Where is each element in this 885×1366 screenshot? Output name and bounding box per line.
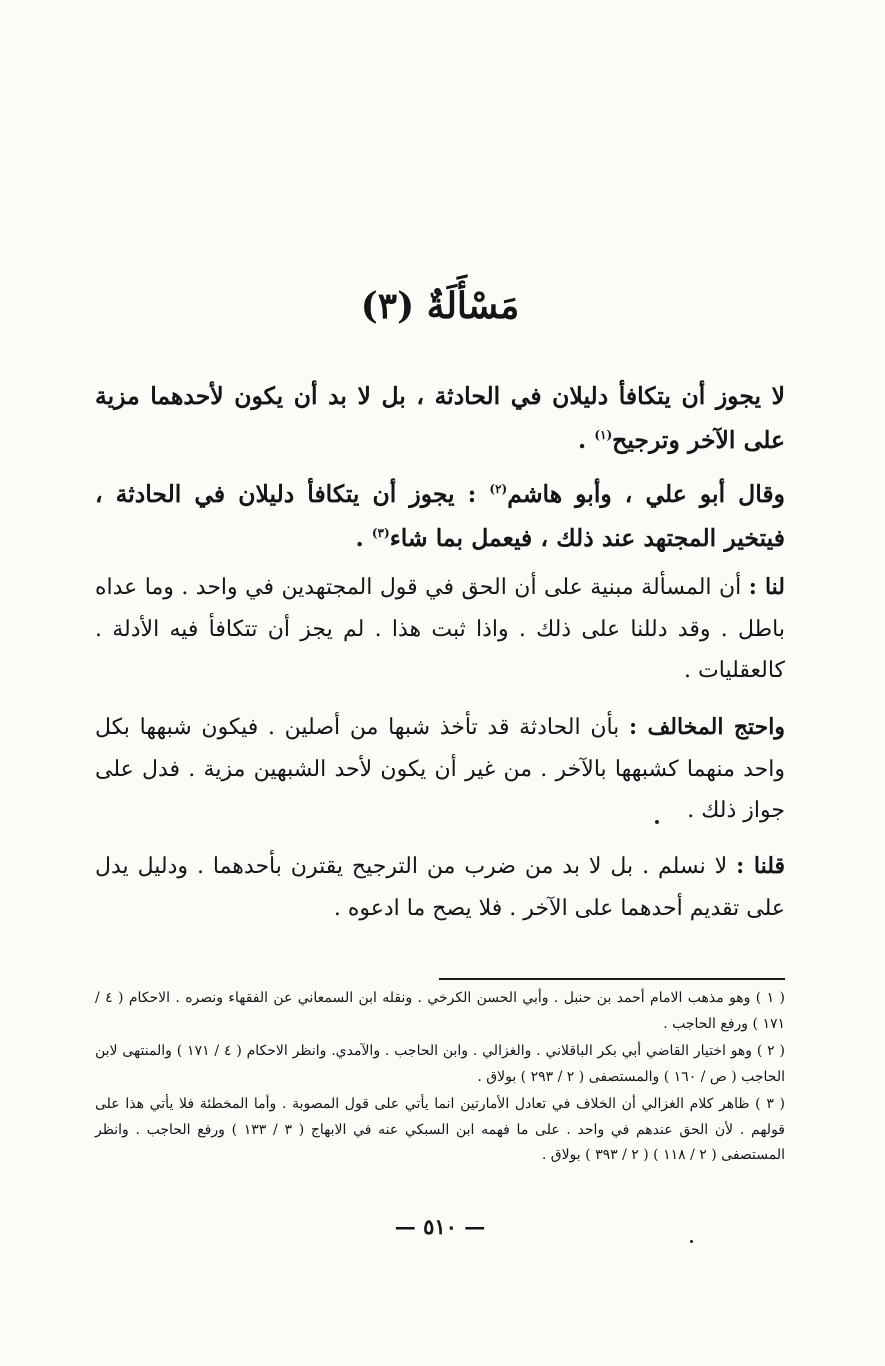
footnote-3: ( ٣ ) ظاهر كلام الغزالي أن الخلاف في تعادل الأمارتين انما يأتي على قول المصوبة . وأما المخطئة فلا يأتي هذا على قولهم . لأن الحق عندهم في واحد . على ما فهمه ابن السبكي عنه في الابهاج ( ٣ / ١٣٣ ) ورفع الحاجب . وانظر المستصفى ( ٢ / ١١٨ ) ( ٢ / ٣٩٣ ) بولاق . [95,1096,785,1163]
footnote-1: ( ١ ) وهو مذهب الامام أحمد بن حنبل . وأبي الحسن الكرخي . ونقله ابن السمعاني عن الفقهاء ونصره . الاحكام ( ٤ / ١٧١ ) ورفع الحاجب . [95,990,785,1032]
paragraph-text: أن المسألة مبنية على أن الحق في قول المجتهدين في واحد . وما عداه باطل . وقد دللنا على ذلك . واذا ثبت هذا . لم يجز أن تتكافأ فيه الأدلة . كالعقليات . [95,575,785,683]
paragraph-text: لا يجوز أن يتكافأ دليلان في الحادثة ، بل لا بد أن يكون لأحدهما مزية على الآخر وترجيح [95,382,785,454]
paragraph-end: . [355,524,372,552]
paragraph-opposing-view [95,472,785,560]
paragraph-text-rest: : يجوز أن يتكافأ دليلان في الحادثة ، فيتخير المجتهد عند ذلك ، فيعمل بما شاء [95,480,785,552]
footnote-2: ( ٢ ) وهو اختيار القاضي أبي بكر الباقلاني . والغزالي . وابن الحاجب . والآمدي. وانظر الاحكام ( ٤ / ١٧١ ) والمنتهى لابن الحاجب ( ص / ١٦٠ ) والمستصفى ( ٢ / ٢٩٣ ) بولاق . [95,1043,785,1085]
paragraph-text: لا نسلم . بل لا بد من ضرب من الترجيح يقترن بأحدهما . ودليل يدل على تقديم أحدهما على الآخر . فلا يصح ما ادعوه . [95,854,785,921]
paragraph-lead: لنا : [748,574,786,600]
paragraph-lead: واحتج المخالف : [629,714,786,740]
footnote-reference: (٣) [371,526,390,541]
paragraph-main-statement [95,374,785,462]
paragraph-our-argument [95,567,785,692]
footnote-reference: (١) [594,428,613,443]
paragraph-text: وقال أبو علي ، وأبو هاشم [507,480,785,508]
paragraph-text: بأن الحادثة قد تأخذ شبها من أصلين . فيكون شبهها بكل واحد منهما كشبهها بالآخر . من غير أن يكون لأحد الشبهين مزية . فدل على جواز ذلك . [95,715,785,823]
footnote-reference: (٢) [489,482,508,497]
section-heading: مَسْأَلَةٌ (٣) [360,285,520,327]
paragraph-lead: قلنا : [736,853,786,879]
paragraph-end: . [577,426,595,454]
scan-speck [690,1240,693,1243]
footnote-divider [439,978,785,980]
paragraph-opponent-argument [95,707,785,832]
page-number: — ٥١٠ — [394,1214,486,1239]
scan-speck [655,820,659,824]
footnotes [95,986,785,1171]
book-page [95,0,785,1366]
paragraph-reply [95,846,785,929]
